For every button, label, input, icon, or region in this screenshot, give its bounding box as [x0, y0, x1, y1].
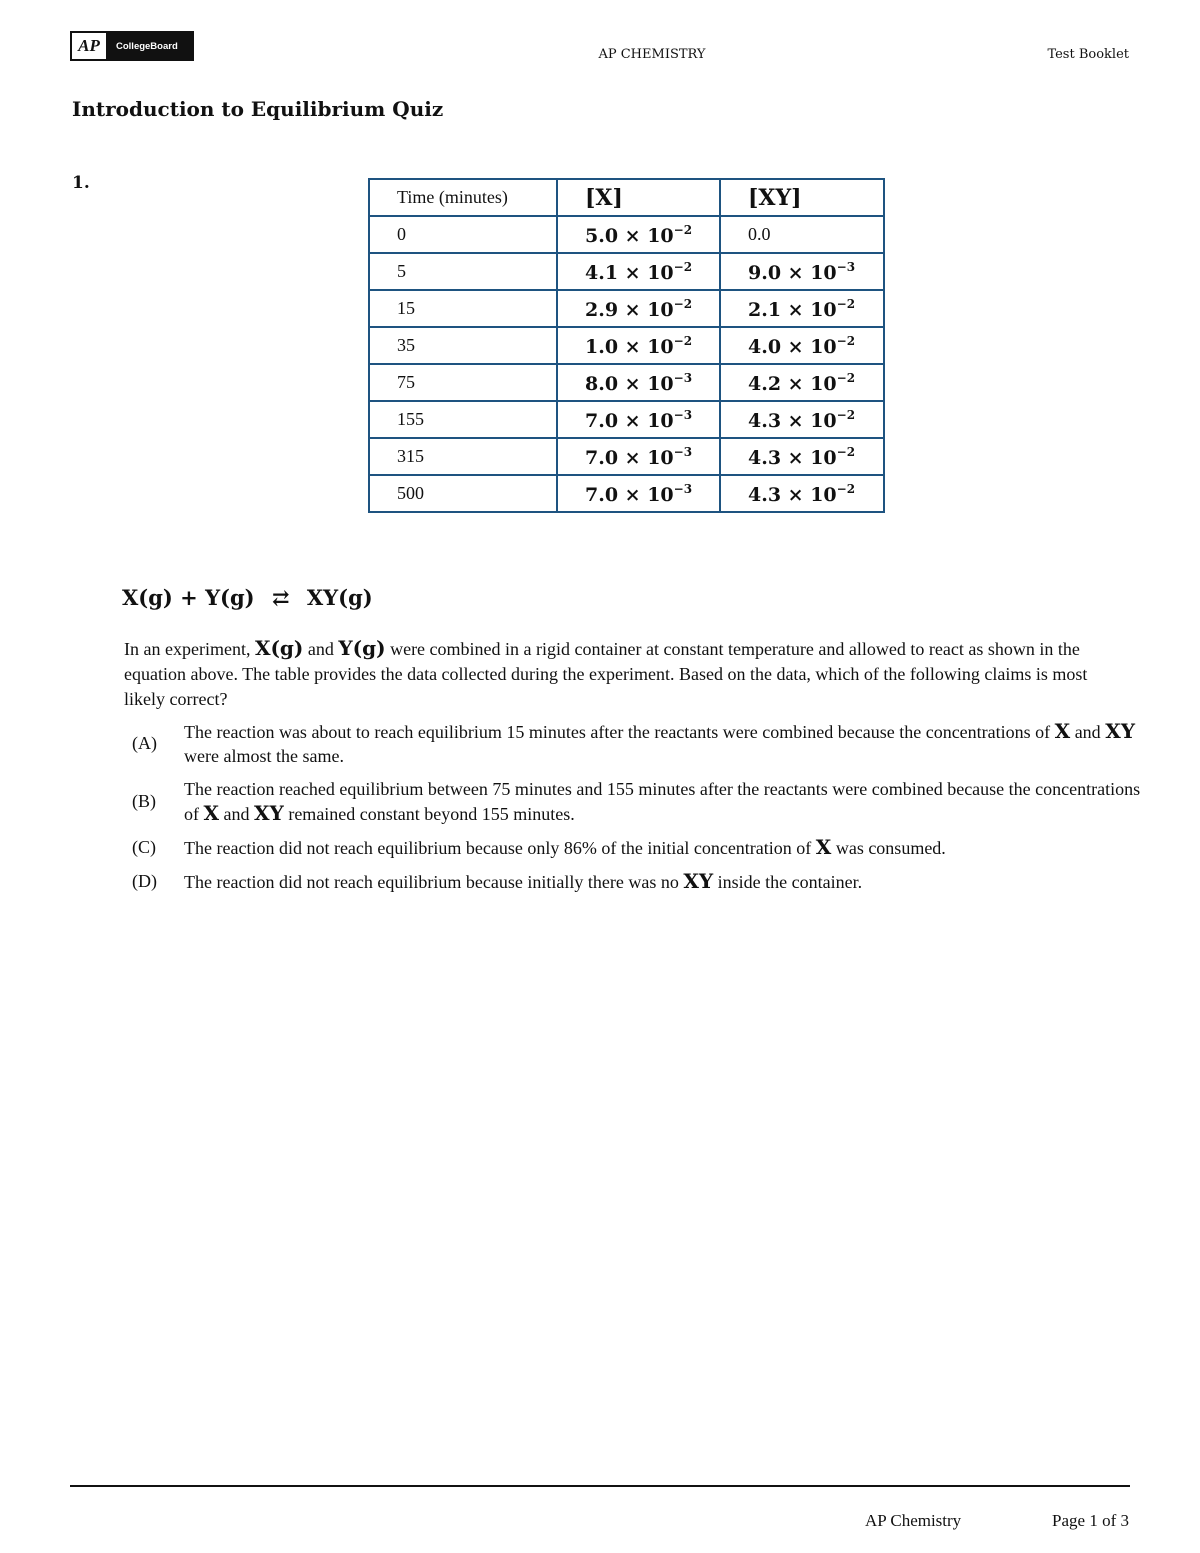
table-row	[369, 401, 884, 438]
option-d[interactable]	[124, 869, 1124, 895]
reaction-equation	[122, 585, 373, 610]
cell-time	[369, 253, 557, 290]
cell-x-mantissa: 2.9 × 10	[585, 298, 674, 321]
cell-x	[557, 290, 720, 327]
option-a[interactable]	[124, 719, 1135, 769]
table-row	[369, 290, 884, 327]
cell-xy-exponent: −2	[836, 296, 856, 311]
cell-time-value: 75	[397, 372, 415, 392]
header-xy	[720, 179, 884, 216]
cell-xy	[720, 327, 884, 364]
cell-x-exponent: −2	[673, 296, 693, 311]
cell-x-value	[585, 407, 693, 432]
cell-xy-exponent: −2	[836, 481, 856, 496]
header-x	[557, 179, 720, 216]
cell-xy-exponent: −2	[836, 370, 856, 385]
cell-x	[557, 327, 720, 364]
cell-x-value	[585, 481, 693, 506]
table-row	[369, 364, 884, 401]
option-label: (C)	[132, 837, 156, 857]
cell-xy-value	[748, 333, 856, 358]
cell-x-mantissa: 4.1 × 10	[585, 261, 674, 284]
cell-xy-mantissa: 4.2 × 10	[748, 372, 837, 395]
cell-xy-value	[748, 370, 856, 395]
cell-xy-mantissa: 4.3 × 10	[748, 446, 837, 469]
cell-x-value	[585, 333, 693, 358]
table-row	[369, 253, 884, 290]
table-row	[369, 327, 884, 364]
cell-xy-exponent: −2	[836, 407, 856, 422]
footer-divider	[70, 1485, 1130, 1487]
cell-x	[557, 253, 720, 290]
cell-xy	[720, 253, 884, 290]
cell-xy	[720, 216, 884, 253]
cell-time	[369, 290, 557, 327]
ap-logo-mark: AP	[72, 33, 106, 59]
option-text: The reaction reached equilibrium between 75 minutes and 155 minutes after the reactants were combined because the concentrations of X and XY remained constant beyond 155 minutes.	[184, 779, 1141, 825]
equation-reactants: X(g) + Y(g)	[122, 585, 255, 610]
cell-x-value	[585, 259, 693, 284]
cell-xy-exponent: −3	[836, 259, 856, 274]
option-label: (B)	[132, 791, 156, 811]
cell-x-mantissa: 5.0 × 10	[585, 224, 674, 247]
cell-x-value	[585, 222, 693, 247]
cell-xy-value: 0.0	[748, 224, 771, 244]
cell-xy-value	[748, 259, 856, 284]
cell-xy-value	[748, 481, 856, 506]
table-header-row	[369, 179, 884, 216]
stem-species-x: X(g)	[254, 636, 304, 660]
cell-x-mantissa: 7.0 × 10	[585, 483, 674, 506]
cell-x-exponent: −2	[673, 333, 693, 348]
header-right-label: Test Booklet	[1047, 47, 1129, 62]
header-time	[369, 179, 557, 216]
cell-xy-exponent: −2	[836, 444, 856, 459]
cell-x-value	[585, 444, 693, 469]
cell-time	[369, 475, 557, 512]
cell-x-exponent: −3	[673, 481, 693, 496]
cell-x-mantissa: 7.0 × 10	[585, 409, 674, 432]
cell-x	[557, 401, 720, 438]
option-text: The reaction did not reach equilibrium because initially there was no XY inside the container.	[184, 869, 863, 893]
cell-x-exponent: −2	[673, 259, 693, 274]
cell-xy	[720, 401, 884, 438]
cell-time	[369, 216, 557, 253]
header-xy-label: [XY]	[748, 184, 802, 211]
cell-x	[557, 216, 720, 253]
table-row	[369, 216, 884, 253]
equilibrium-arrow-icon: ⇄	[271, 585, 290, 610]
header-center-title: AP CHEMISTRY	[598, 47, 706, 62]
cell-time-value: 0	[397, 224, 406, 244]
stem-text-and: and	[303, 639, 339, 659]
table-row	[369, 475, 884, 512]
cell-xy-value	[748, 407, 856, 432]
stem-text-2: were combined in a rigid container at constant temperature and allowed to react as shown in the equation above. The table provides the data collected during the experiment. Based on the data, which of the following claims is most likely correct?	[124, 639, 1088, 709]
option-label: (A)	[132, 733, 157, 753]
option-b[interactable]	[124, 777, 1141, 827]
cell-time	[369, 438, 557, 475]
option-text: The reaction did not reach equilibrium because only 86% of the initial concentration of X was consumed.	[184, 835, 946, 859]
cell-xy	[720, 438, 884, 475]
equation-product: XY(g)	[306, 585, 373, 610]
cell-xy	[720, 475, 884, 512]
question-stem	[124, 636, 1124, 712]
collegeboard-logo-text: CollegeBoard	[116, 40, 178, 52]
cell-x	[557, 364, 720, 401]
cell-time-value: 35	[397, 335, 415, 355]
cell-time-value: 5	[397, 261, 406, 281]
cell-xy-value	[748, 296, 856, 321]
cell-xy-mantissa: 2.1 × 10	[748, 298, 837, 321]
header-x-label: [X]	[585, 184, 623, 211]
cell-xy-mantissa: 9.0 × 10	[748, 261, 837, 284]
question-number: 1.	[72, 173, 90, 193]
cell-time	[369, 327, 557, 364]
cell-x-value	[585, 296, 693, 321]
footer-subject: AP Chemistry	[865, 1511, 962, 1530]
cell-x-value	[585, 370, 693, 395]
cell-time-value: 315	[397, 446, 424, 466]
cell-time-value: 500	[397, 483, 424, 503]
cell-xy	[720, 364, 884, 401]
cell-xy-mantissa: 4.3 × 10	[748, 483, 837, 506]
cell-xy-mantissa: 4.3 × 10	[748, 409, 837, 432]
cell-x-mantissa: 8.0 × 10	[585, 372, 674, 395]
stem-text-1: In an experiment,	[124, 639, 255, 659]
option-text: The reaction was about to reach equilibrium 15 minutes after the reactants were combined because the concentrations of X and XY were almost the same.	[184, 719, 1135, 766]
page-title: Introduction to Equilibrium Quiz	[72, 97, 444, 121]
cell-time-value: 15	[397, 298, 415, 318]
cell-xy-value	[748, 444, 856, 469]
option-c[interactable]	[124, 835, 1124, 861]
cell-xy-exponent: −2	[836, 333, 856, 348]
table-row	[369, 438, 884, 475]
cell-x-exponent: −2	[673, 222, 693, 237]
cell-x-mantissa: 7.0 × 10	[585, 446, 674, 469]
cell-x-exponent: −3	[673, 407, 693, 422]
cell-x-exponent: −3	[673, 444, 693, 459]
footer-page-number: Page 1 of 3	[1052, 1511, 1129, 1530]
cell-time-value: 155	[397, 409, 424, 429]
cell-xy-mantissa: 4.0 × 10	[748, 335, 837, 358]
option-label: (D)	[132, 871, 157, 891]
cell-xy	[720, 290, 884, 327]
cell-time	[369, 401, 557, 438]
stem-species-y: Y(g)	[338, 636, 386, 660]
cell-x-exponent: −3	[673, 370, 693, 385]
cell-x-mantissa: 1.0 × 10	[585, 335, 674, 358]
header-time-label: Time (minutes)	[397, 187, 508, 207]
concentration-table	[368, 178, 885, 513]
cell-x	[557, 438, 720, 475]
cell-time	[369, 364, 557, 401]
cell-x	[557, 475, 720, 512]
